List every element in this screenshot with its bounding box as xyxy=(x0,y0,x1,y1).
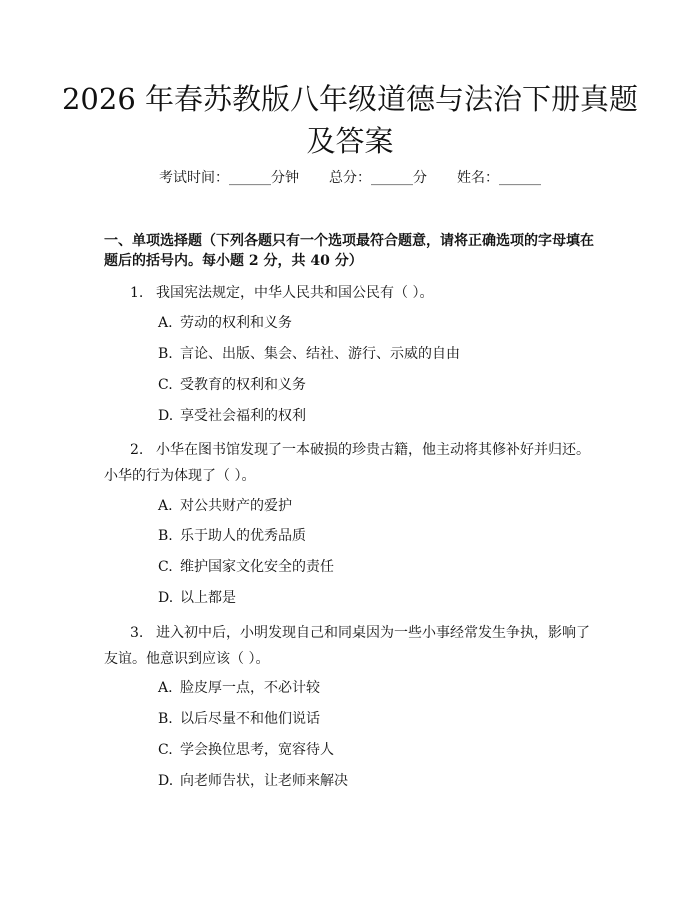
option-text: 维护国家文化安全的责任 xyxy=(180,559,334,575)
question-number: 1. xyxy=(130,285,144,301)
option-letter: D. xyxy=(158,773,174,789)
total-score-label: 总分：______分 xyxy=(329,170,427,186)
option-text: 脸皮厚一点，不必计较 xyxy=(180,680,320,696)
option-letter: A. xyxy=(158,315,173,331)
option-1c xyxy=(158,375,598,395)
option-letter: A. xyxy=(158,498,173,514)
option-3d xyxy=(158,771,598,791)
option-letter: B. xyxy=(158,528,173,544)
option-letter: C. xyxy=(158,377,173,393)
option-text: 向老师告状，让老师来解决 xyxy=(180,773,348,789)
option-text: 享受社会福利的权利 xyxy=(180,408,306,424)
option-2b xyxy=(158,526,598,546)
option-3a xyxy=(158,678,598,698)
exam-meta xyxy=(0,168,700,188)
option-1d xyxy=(158,406,598,426)
option-1b xyxy=(158,344,598,364)
option-2d xyxy=(158,588,598,608)
option-letter: D. xyxy=(158,408,174,424)
question-stem: 我国宪法规定，中华人民共和国公民有（ ）。 xyxy=(156,285,434,301)
option-letter: D. xyxy=(158,590,174,606)
option-3c xyxy=(158,740,598,760)
question-number: 3. xyxy=(130,625,144,641)
question-stem: 进入初中后，小明发现自己和同桌因为一些小事经常发生争执，影响了友谊。他意识到应该（ ）。 xyxy=(104,625,590,667)
option-2a xyxy=(158,496,598,516)
option-text: 对公共财产的爱护 xyxy=(180,498,292,514)
option-text: 乐于助人的优秀品质 xyxy=(180,528,306,544)
option-text: 以后尽量不和他们说话 xyxy=(180,711,320,727)
question-3 xyxy=(104,620,600,672)
document-title: 2026 年春苏教版八年级道德与法治下册真题及答案 xyxy=(61,82,639,158)
option-text: 受教育的权利和义务 xyxy=(180,377,306,393)
question-stem: 小华在图书馆发现了一本破损的珍贵古籍，他主动将其修补好并归还。小华的行为体现了（ ）。 xyxy=(104,442,590,484)
option-3b xyxy=(158,709,598,729)
question-1 xyxy=(104,280,600,306)
option-1a xyxy=(158,313,598,333)
option-text: 学会换位思考，宽容待人 xyxy=(180,742,334,758)
section-header: 一、单项选择题（下列各题只有一个选项最符合题意，请将正确选项的字母填在题后的括号内。每小题 2 分，共 40 分） xyxy=(104,233,594,269)
question-2 xyxy=(104,437,600,489)
option-letter: B. xyxy=(158,711,173,727)
question-number: 2. xyxy=(130,442,144,458)
option-letter: A. xyxy=(158,680,173,696)
option-2c xyxy=(158,557,598,577)
option-letter: B. xyxy=(158,346,173,362)
option-letter: C. xyxy=(158,742,173,758)
option-letter: C. xyxy=(158,559,173,575)
student-name-label: 姓名：______ xyxy=(457,170,541,186)
option-text: 言论、出版、集会、结社、游行、示威的自由 xyxy=(180,346,460,362)
exam-time-label: 考试时间：______分钟 xyxy=(159,170,299,186)
option-text: 以上都是 xyxy=(180,590,236,606)
option-text: 劳动的权利和义务 xyxy=(180,315,292,331)
